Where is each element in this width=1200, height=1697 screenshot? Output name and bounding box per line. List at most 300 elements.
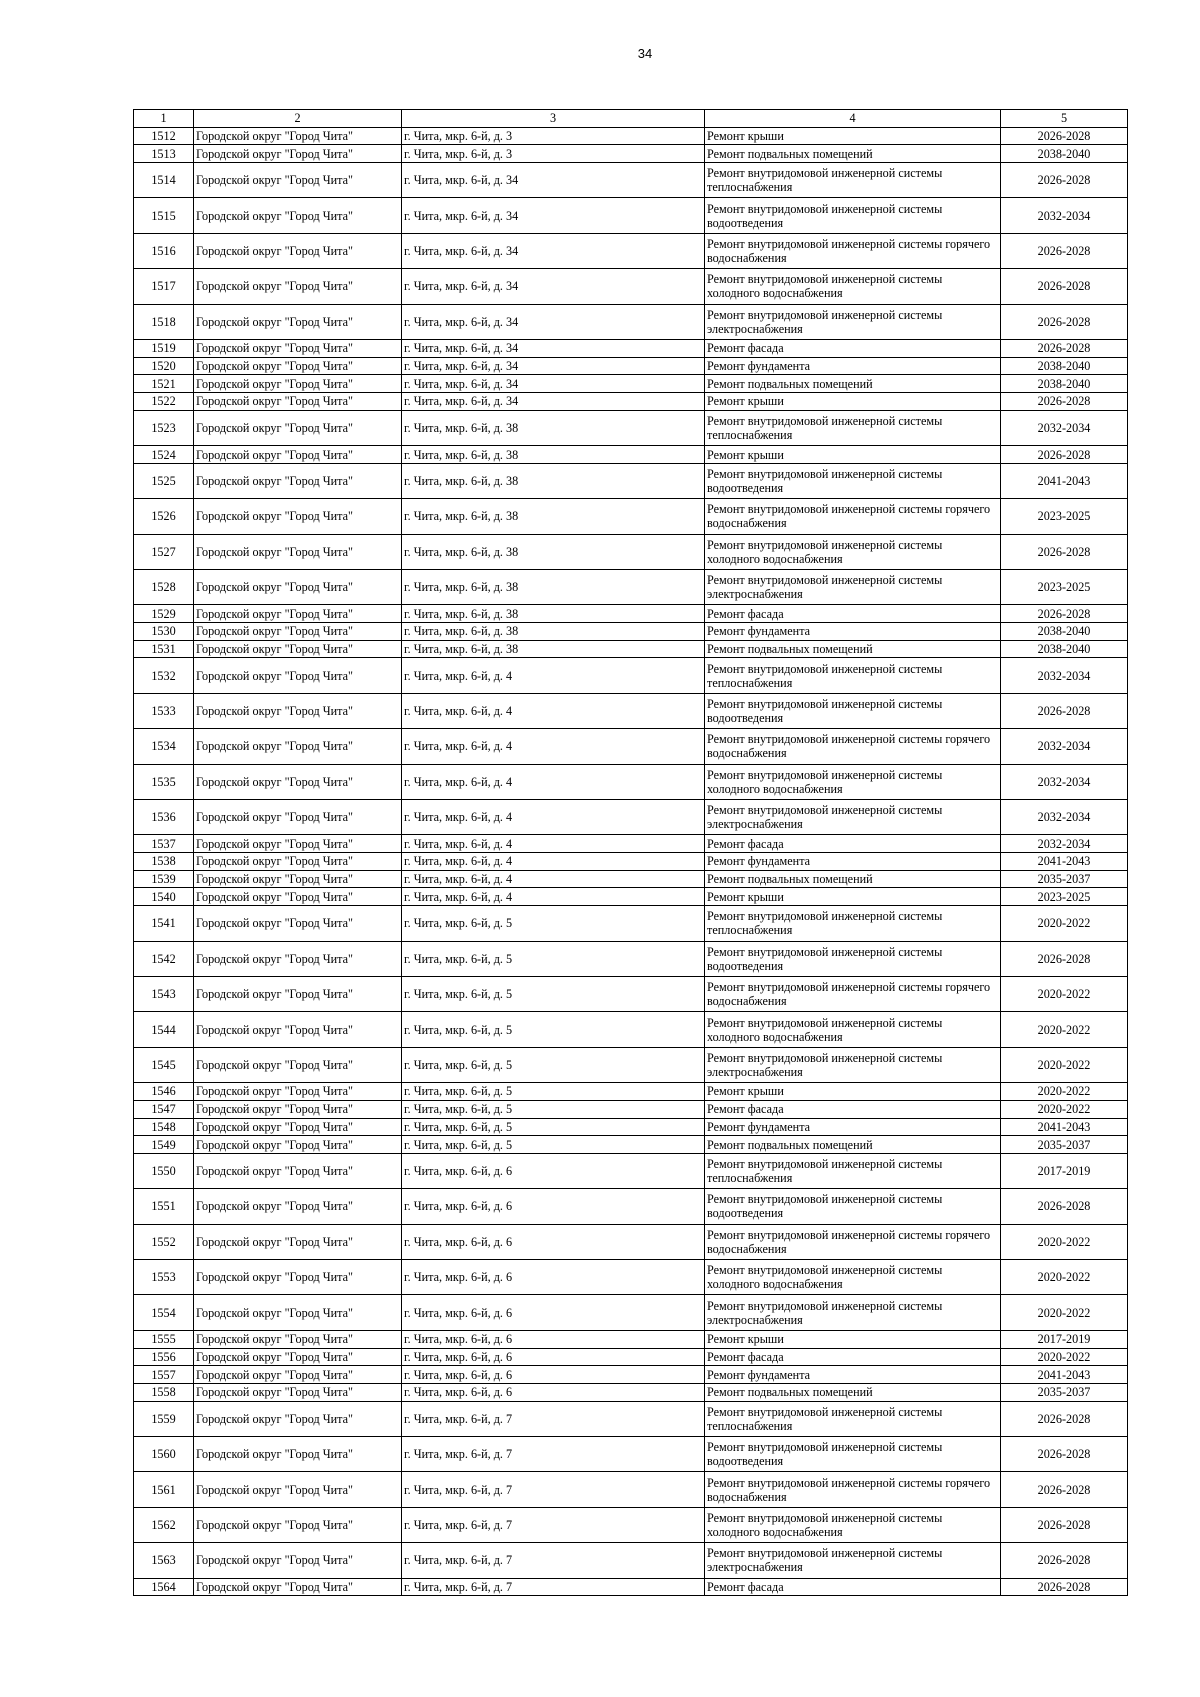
work-type-cell: Ремонт внутридомовой инженерной системы холодного водоснабжения (705, 534, 1001, 569)
municipality-cell: Городской округ "Город Чита" (194, 446, 402, 464)
municipality-cell: Городской округ "Город Чита" (194, 375, 402, 393)
municipality-cell: Городской округ "Город Чита" (194, 357, 402, 375)
period-cell: 2020-2022 (1001, 976, 1128, 1011)
period-cell: 2035-2037 (1001, 1136, 1128, 1154)
address-cell: г. Чита, мкр. 6-й, д. 34 (402, 269, 705, 304)
work-type-cell: Ремонт фасада (705, 605, 1001, 623)
work-type-cell: Ремонт внутридомовой инженерной системы горячего водоснабжения (705, 976, 1001, 1011)
address-cell: г. Чита, мкр. 6-й, д. 5 (402, 1136, 705, 1154)
work-type-cell: Ремонт внутридомовой инженерной системы горячего водоснабжения (705, 233, 1001, 268)
address-cell: г. Чита, мкр. 6-й, д. 4 (402, 853, 705, 871)
row-number-cell: 1550 (134, 1153, 194, 1188)
table-row (134, 127, 1128, 145)
municipality-cell: Городской округ "Город Чита" (194, 1543, 402, 1578)
row-number-cell: 1513 (134, 145, 194, 163)
row-number-cell: 1516 (134, 233, 194, 268)
municipality-cell: Городской округ "Город Чита" (194, 800, 402, 835)
table-row (134, 729, 1128, 764)
table-row (134, 145, 1128, 163)
period-cell: 2023-2025 (1001, 570, 1128, 605)
header-cell-4: 4 (705, 110, 1001, 128)
municipality-cell: Городской округ "Город Чита" (194, 729, 402, 764)
period-cell: 2026-2028 (1001, 163, 1128, 198)
table-row (134, 269, 1128, 304)
work-type-cell: Ремонт внутридомовой инженерной системы водоотведения (705, 693, 1001, 728)
period-cell: 2026-2028 (1001, 446, 1128, 464)
table-row (134, 499, 1128, 534)
row-number-cell: 1551 (134, 1189, 194, 1224)
address-cell: г. Чита, мкр. 6-й, д. 3 (402, 127, 705, 145)
period-cell: 2026-2028 (1001, 1472, 1128, 1507)
table-row (134, 1543, 1128, 1578)
period-cell: 2038-2040 (1001, 640, 1128, 658)
municipality-cell: Городской округ "Город Чита" (194, 941, 402, 976)
work-type-cell: Ремонт фасада (705, 340, 1001, 358)
period-cell: 2026-2028 (1001, 1543, 1128, 1578)
period-cell: 2032-2034 (1001, 835, 1128, 853)
row-number-cell: 1547 (134, 1100, 194, 1118)
work-type-cell: Ремонт внутридомовой инженерной системы водоотведения (705, 198, 1001, 233)
period-cell: 2041-2043 (1001, 853, 1128, 871)
address-cell: г. Чита, мкр. 6-й, д. 38 (402, 410, 705, 445)
municipality-cell: Городской округ "Город Чита" (194, 1047, 402, 1082)
row-number-cell: 1537 (134, 835, 194, 853)
row-number-cell: 1535 (134, 764, 194, 799)
row-number-cell: 1553 (134, 1260, 194, 1295)
work-type-cell: Ремонт внутридомовой инженерной системы электроснабжения (705, 1543, 1001, 1578)
table-header (134, 110, 1128, 128)
table-row (134, 1330, 1128, 1348)
municipality-cell: Городской округ "Город Чита" (194, 163, 402, 198)
table-row (134, 1260, 1128, 1295)
work-type-cell: Ремонт крыши (705, 1330, 1001, 1348)
period-cell: 2026-2028 (1001, 1189, 1128, 1224)
row-number-cell: 1514 (134, 163, 194, 198)
table-row (134, 446, 1128, 464)
table-row (134, 906, 1128, 941)
row-number-cell: 1554 (134, 1295, 194, 1330)
header-row (134, 110, 1128, 128)
address-cell: г. Чита, мкр. 6-й, д. 4 (402, 693, 705, 728)
period-cell: 2032-2034 (1001, 658, 1128, 693)
row-number-cell: 1538 (134, 853, 194, 871)
row-number-cell: 1559 (134, 1401, 194, 1436)
work-type-cell: Ремонт внутридомовой инженерной системы холодного водоснабжения (705, 1012, 1001, 1047)
work-type-cell: Ремонт фундамента (705, 357, 1001, 375)
row-number-cell: 1534 (134, 729, 194, 764)
table-row (134, 1436, 1128, 1471)
address-cell: г. Чита, мкр. 6-й, д. 6 (402, 1383, 705, 1401)
row-number-cell: 1560 (134, 1436, 194, 1471)
municipality-cell: Городской округ "Город Чита" (194, 623, 402, 641)
municipality-cell: Городской округ "Город Чита" (194, 888, 402, 906)
address-cell: г. Чита, мкр. 6-й, д. 5 (402, 1083, 705, 1101)
municipality-cell: Городской округ "Город Чита" (194, 1118, 402, 1136)
municipality-cell: Городской округ "Город Чита" (194, 1383, 402, 1401)
row-number-cell: 1558 (134, 1383, 194, 1401)
municipality-cell: Городской округ "Город Чита" (194, 1295, 402, 1330)
address-cell: г. Чита, мкр. 6-й, д. 38 (402, 446, 705, 464)
municipality-cell: Городской округ "Город Чита" (194, 410, 402, 445)
page-number: 34 (637, 46, 653, 61)
address-cell: г. Чита, мкр. 6-й, д. 34 (402, 163, 705, 198)
table-row (134, 163, 1128, 198)
work-type-cell: Ремонт крыши (705, 1083, 1001, 1101)
address-cell: г. Чита, мкр. 6-й, д. 34 (402, 357, 705, 375)
address-cell: г. Чита, мкр. 6-й, д. 5 (402, 1100, 705, 1118)
work-type-cell: Ремонт фундамента (705, 853, 1001, 871)
address-cell: г. Чита, мкр. 6-й, д. 5 (402, 941, 705, 976)
municipality-cell: Городской округ "Город Чита" (194, 906, 402, 941)
municipality-cell: Городской округ "Город Чита" (194, 304, 402, 339)
address-cell: г. Чита, мкр. 6-й, д. 34 (402, 375, 705, 393)
period-cell: 2038-2040 (1001, 623, 1128, 641)
work-type-cell: Ремонт внутридомовой инженерной системы электроснабжения (705, 1047, 1001, 1082)
row-number-cell: 1517 (134, 269, 194, 304)
period-cell: 2041-2043 (1001, 1366, 1128, 1384)
row-number-cell: 1519 (134, 340, 194, 358)
period-cell: 2032-2034 (1001, 729, 1128, 764)
work-type-cell: Ремонт внутридомовой инженерной системы теплоснабжения (705, 163, 1001, 198)
period-cell: 2038-2040 (1001, 375, 1128, 393)
row-number-cell: 1557 (134, 1366, 194, 1384)
work-type-cell: Ремонт внутридомовой инженерной системы водоотведения (705, 1436, 1001, 1471)
address-cell: г. Чита, мкр. 6-й, д. 7 (402, 1507, 705, 1542)
row-number-cell: 1529 (134, 605, 194, 623)
work-type-cell: Ремонт внутридомовой инженерной системы горячего водоснабжения (705, 1472, 1001, 1507)
row-number-cell: 1543 (134, 976, 194, 1011)
row-number-cell: 1512 (134, 127, 194, 145)
period-cell: 2026-2028 (1001, 693, 1128, 728)
row-number-cell: 1530 (134, 623, 194, 641)
table-row (134, 233, 1128, 268)
table-row (134, 1472, 1128, 1507)
address-cell: г. Чита, мкр. 6-й, д. 38 (402, 623, 705, 641)
work-type-cell: Ремонт фундамента (705, 623, 1001, 641)
work-type-cell: Ремонт внутридомовой инженерной системы водоотведения (705, 941, 1001, 976)
period-cell: 2020-2022 (1001, 1100, 1128, 1118)
address-cell: г. Чита, мкр. 6-й, д. 34 (402, 304, 705, 339)
row-number-cell: 1545 (134, 1047, 194, 1082)
table-row (134, 1224, 1128, 1259)
period-cell: 2020-2022 (1001, 1260, 1128, 1295)
municipality-cell: Городской округ "Город Чита" (194, 145, 402, 163)
work-type-cell: Ремонт внутридомовой инженерной системы электроснабжения (705, 1295, 1001, 1330)
period-cell: 2041-2043 (1001, 1118, 1128, 1136)
municipality-cell: Городской округ "Город Чита" (194, 835, 402, 853)
work-type-cell: Ремонт фундамента (705, 1118, 1001, 1136)
work-type-cell: Ремонт внутридомовой инженерной системы электроснабжения (705, 800, 1001, 835)
work-type-cell: Ремонт крыши (705, 393, 1001, 411)
period-cell: 2035-2037 (1001, 1383, 1128, 1401)
address-cell: г. Чита, мкр. 6-й, д. 38 (402, 570, 705, 605)
work-type-cell: Ремонт внутридомовой инженерной системы теплоснабжения (705, 1401, 1001, 1436)
address-cell: г. Чита, мкр. 6-й, д. 4 (402, 870, 705, 888)
work-type-cell: Ремонт внутридомовой инженерной системы холодного водоснабжения (705, 1260, 1001, 1295)
address-cell: г. Чита, мкр. 6-й, д. 6 (402, 1224, 705, 1259)
period-cell: 2023-2025 (1001, 499, 1128, 534)
period-cell: 2020-2022 (1001, 1012, 1128, 1047)
municipality-cell: Городской округ "Город Чита" (194, 1083, 402, 1101)
municipality-cell: Городской округ "Город Чита" (194, 976, 402, 1011)
municipality-cell: Городской округ "Город Чита" (194, 127, 402, 145)
table-row (134, 853, 1128, 871)
table-row (134, 976, 1128, 1011)
address-cell: г. Чита, мкр. 6-й, д. 6 (402, 1366, 705, 1384)
municipality-cell: Городской округ "Город Чита" (194, 1507, 402, 1542)
municipality-cell: Городской округ "Город Чита" (194, 1348, 402, 1366)
period-cell: 2032-2034 (1001, 764, 1128, 799)
table-row (134, 375, 1128, 393)
address-cell: г. Чита, мкр. 6-й, д. 7 (402, 1578, 705, 1596)
municipality-cell: Городской округ "Город Чита" (194, 534, 402, 569)
period-cell: 2020-2022 (1001, 1047, 1128, 1082)
period-cell: 2017-2019 (1001, 1330, 1128, 1348)
table-row (134, 534, 1128, 569)
work-type-cell: Ремонт внутридомовой инженерной системы холодного водоснабжения (705, 1507, 1001, 1542)
period-cell: 2026-2028 (1001, 1436, 1128, 1471)
header-cell-2: 2 (194, 110, 402, 128)
municipality-cell: Городской округ "Город Чита" (194, 1578, 402, 1596)
municipality-cell: Городской округ "Город Чита" (194, 340, 402, 358)
row-number-cell: 1521 (134, 375, 194, 393)
address-cell: г. Чита, мкр. 6-й, д. 34 (402, 198, 705, 233)
address-cell: г. Чита, мкр. 6-й, д. 5 (402, 1047, 705, 1082)
row-number-cell: 1524 (134, 446, 194, 464)
municipality-cell: Городской округ "Город Чита" (194, 1436, 402, 1471)
work-type-cell: Ремонт фундамента (705, 1366, 1001, 1384)
table-row (134, 800, 1128, 835)
municipality-cell: Городской округ "Город Чита" (194, 463, 402, 498)
address-cell: г. Чита, мкр. 6-й, д. 7 (402, 1401, 705, 1436)
table-row (134, 1507, 1128, 1542)
table-row (134, 198, 1128, 233)
row-number-cell: 1561 (134, 1472, 194, 1507)
table-row (134, 1047, 1128, 1082)
municipality-cell: Городской округ "Город Чита" (194, 640, 402, 658)
row-number-cell: 1532 (134, 658, 194, 693)
period-cell: 2026-2028 (1001, 1507, 1128, 1542)
row-number-cell: 1536 (134, 800, 194, 835)
municipality-cell: Городской округ "Город Чита" (194, 1260, 402, 1295)
work-type-cell: Ремонт внутридомовой инженерной системы холодного водоснабжения (705, 764, 1001, 799)
table-row (134, 640, 1128, 658)
header-cell-3: 3 (402, 110, 705, 128)
period-cell: 2026-2028 (1001, 127, 1128, 145)
period-cell: 2041-2043 (1001, 463, 1128, 498)
table-row (134, 410, 1128, 445)
work-type-cell: Ремонт подвальных помещений (705, 1383, 1001, 1401)
table-row (134, 1401, 1128, 1436)
table-row (134, 1118, 1128, 1136)
municipality-cell: Городской округ "Город Чита" (194, 658, 402, 693)
row-number-cell: 1526 (134, 499, 194, 534)
municipality-cell: Городской округ "Город Чита" (194, 870, 402, 888)
table-row (134, 1578, 1128, 1596)
table-row (134, 605, 1128, 623)
period-cell: 2026-2028 (1001, 340, 1128, 358)
period-cell: 2032-2034 (1001, 800, 1128, 835)
address-cell: г. Чита, мкр. 6-й, д. 3 (402, 145, 705, 163)
row-number-cell: 1528 (134, 570, 194, 605)
address-cell: г. Чита, мкр. 6-й, д. 5 (402, 906, 705, 941)
header-cell-5: 5 (1001, 110, 1128, 128)
period-cell: 2032-2034 (1001, 410, 1128, 445)
work-type-cell: Ремонт подвальных помещений (705, 1136, 1001, 1154)
work-type-cell: Ремонт фасада (705, 1348, 1001, 1366)
row-number-cell: 1522 (134, 393, 194, 411)
work-type-cell: Ремонт подвальных помещений (705, 145, 1001, 163)
table-row (134, 941, 1128, 976)
municipality-cell: Городской округ "Город Чита" (194, 1366, 402, 1384)
period-cell: 2026-2028 (1001, 605, 1128, 623)
table-row (134, 1189, 1128, 1224)
address-cell: г. Чита, мкр. 6-й, д. 38 (402, 499, 705, 534)
row-number-cell: 1523 (134, 410, 194, 445)
table-row (134, 658, 1128, 693)
municipality-cell: Городской округ "Город Чита" (194, 1100, 402, 1118)
work-type-cell: Ремонт внутридомовой инженерной системы теплоснабжения (705, 906, 1001, 941)
period-cell: 2026-2028 (1001, 233, 1128, 268)
address-cell: г. Чита, мкр. 6-й, д. 34 (402, 340, 705, 358)
address-cell: г. Чита, мкр. 6-й, д. 4 (402, 800, 705, 835)
municipality-cell: Городской округ "Город Чита" (194, 570, 402, 605)
work-type-cell: Ремонт фасада (705, 1578, 1001, 1596)
header-cell-1: 1 (134, 110, 194, 128)
table-row (134, 764, 1128, 799)
work-type-cell: Ремонт внутридомовой инженерной системы водоотведения (705, 463, 1001, 498)
work-type-cell: Ремонт фасада (705, 835, 1001, 853)
municipality-cell: Городской округ "Город Чита" (194, 1472, 402, 1507)
work-type-cell: Ремонт внутридомовой инженерной системы горячего водоснабжения (705, 1224, 1001, 1259)
work-type-cell: Ремонт подвальных помещений (705, 375, 1001, 393)
table-row (134, 888, 1128, 906)
address-cell: г. Чита, мкр. 6-й, д. 5 (402, 1118, 705, 1136)
address-cell: г. Чита, мкр. 6-й, д. 4 (402, 888, 705, 906)
period-cell: 2032-2034 (1001, 198, 1128, 233)
address-cell: г. Чита, мкр. 6-й, д. 38 (402, 640, 705, 658)
row-number-cell: 1515 (134, 198, 194, 233)
row-number-cell: 1542 (134, 941, 194, 976)
municipality-cell: Городской округ "Город Чита" (194, 1401, 402, 1436)
table-row (134, 1100, 1128, 1118)
municipality-cell: Городской округ "Город Чита" (194, 1012, 402, 1047)
row-number-cell: 1533 (134, 693, 194, 728)
work-type-cell: Ремонт внутридомовой инженерной системы холодного водоснабжения (705, 269, 1001, 304)
period-cell: 2038-2040 (1001, 357, 1128, 375)
table-row (134, 1383, 1128, 1401)
row-number-cell: 1525 (134, 463, 194, 498)
table-row (134, 1153, 1128, 1188)
municipality-cell: Городской округ "Город Чита" (194, 1153, 402, 1188)
row-number-cell: 1531 (134, 640, 194, 658)
table-row (134, 693, 1128, 728)
address-cell: г. Чита, мкр. 6-й, д. 7 (402, 1543, 705, 1578)
work-type-cell: Ремонт внутридомовой инженерной системы горячего водоснабжения (705, 729, 1001, 764)
period-cell: 2035-2037 (1001, 870, 1128, 888)
address-cell: г. Чита, мкр. 6-й, д. 6 (402, 1189, 705, 1224)
work-type-cell: Ремонт крыши (705, 127, 1001, 145)
table-row (134, 870, 1128, 888)
work-type-cell: Ремонт фасада (705, 1100, 1001, 1118)
municipality-cell: Городской округ "Город Чита" (194, 1224, 402, 1259)
row-number-cell: 1518 (134, 304, 194, 339)
period-cell: 2026-2028 (1001, 393, 1128, 411)
table-row (134, 1348, 1128, 1366)
period-cell: 2026-2028 (1001, 269, 1128, 304)
work-type-cell: Ремонт внутридомовой инженерной системы водоотведения (705, 1189, 1001, 1224)
period-cell: 2020-2022 (1001, 1348, 1128, 1366)
period-cell: 2020-2022 (1001, 1224, 1128, 1259)
municipality-cell: Городской округ "Город Чита" (194, 1330, 402, 1348)
row-number-cell: 1544 (134, 1012, 194, 1047)
municipality-cell: Городской округ "Город Чита" (194, 693, 402, 728)
period-cell: 2026-2028 (1001, 1401, 1128, 1436)
table-row (134, 340, 1128, 358)
row-number-cell: 1520 (134, 357, 194, 375)
row-number-cell: 1548 (134, 1118, 194, 1136)
period-cell: 2026-2028 (1001, 1578, 1128, 1596)
address-cell: г. Чита, мкр. 6-й, д. 5 (402, 976, 705, 1011)
works-table (133, 109, 1128, 1596)
period-cell: 2017-2019 (1001, 1153, 1128, 1188)
table-row (134, 357, 1128, 375)
municipality-cell: Городской округ "Город Чита" (194, 605, 402, 623)
address-cell: г. Чита, мкр. 6-й, д. 6 (402, 1260, 705, 1295)
table-row (134, 623, 1128, 641)
address-cell: г. Чита, мкр. 6-й, д. 7 (402, 1472, 705, 1507)
address-cell: г. Чита, мкр. 6-й, д. 6 (402, 1330, 705, 1348)
row-number-cell: 1552 (134, 1224, 194, 1259)
municipality-cell: Городской округ "Город Чита" (194, 198, 402, 233)
work-type-cell: Ремонт внутридомовой инженерной системы горячего водоснабжения (705, 499, 1001, 534)
period-cell: 2026-2028 (1001, 534, 1128, 569)
address-cell: г. Чита, мкр. 6-й, д. 5 (402, 1012, 705, 1047)
table-row (134, 304, 1128, 339)
address-cell: г. Чита, мкр. 6-й, д. 4 (402, 764, 705, 799)
address-cell: г. Чита, мкр. 6-й, д. 38 (402, 534, 705, 569)
work-type-cell: Ремонт внутридомовой инженерной системы электроснабжения (705, 304, 1001, 339)
municipality-cell: Городской округ "Город Чита" (194, 233, 402, 268)
address-cell: г. Чита, мкр. 6-й, д. 7 (402, 1436, 705, 1471)
work-type-cell: Ремонт подвальных помещений (705, 870, 1001, 888)
row-number-cell: 1546 (134, 1083, 194, 1101)
work-type-cell: Ремонт внутридомовой инженерной системы теплоснабжения (705, 658, 1001, 693)
period-cell: 2026-2028 (1001, 941, 1128, 976)
table-row (134, 835, 1128, 853)
table-row (134, 1083, 1128, 1101)
work-type-cell: Ремонт внутридомовой инженерной системы теплоснабжения (705, 410, 1001, 445)
address-cell: г. Чита, мкр. 6-й, д. 6 (402, 1153, 705, 1188)
period-cell: 2038-2040 (1001, 145, 1128, 163)
row-number-cell: 1564 (134, 1578, 194, 1596)
address-cell: г. Чита, мкр. 6-й, д. 6 (402, 1348, 705, 1366)
address-cell: г. Чита, мкр. 6-й, д. 38 (402, 605, 705, 623)
row-number-cell: 1562 (134, 1507, 194, 1542)
period-cell: 2020-2022 (1001, 1083, 1128, 1101)
address-cell: г. Чита, мкр. 6-й, д. 4 (402, 658, 705, 693)
row-number-cell: 1549 (134, 1136, 194, 1154)
row-number-cell: 1541 (134, 906, 194, 941)
work-type-cell: Ремонт крыши (705, 888, 1001, 906)
address-cell: г. Чита, мкр. 6-й, д. 34 (402, 233, 705, 268)
table-row (134, 463, 1128, 498)
table-row (134, 393, 1128, 411)
period-cell: 2026-2028 (1001, 304, 1128, 339)
municipality-cell: Городской округ "Город Чита" (194, 1136, 402, 1154)
address-cell: г. Чита, мкр. 6-й, д. 4 (402, 729, 705, 764)
row-number-cell: 1555 (134, 1330, 194, 1348)
